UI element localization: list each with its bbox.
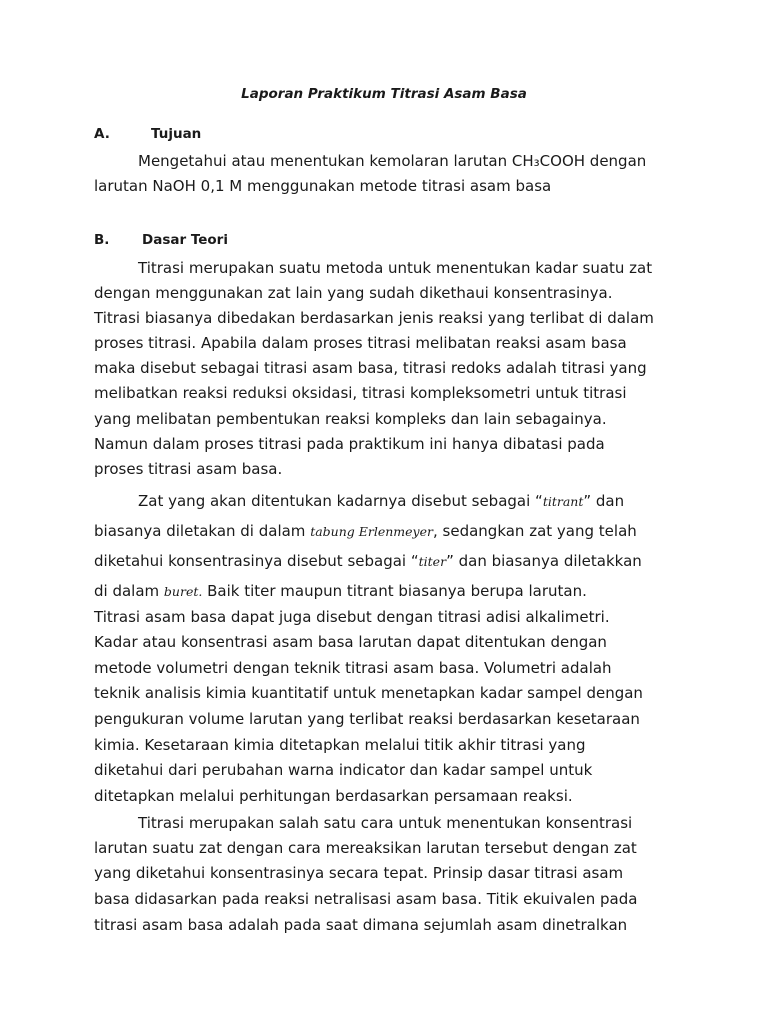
text-span: Zat yang akan ditentukan kadarnya disebut sebagai “	[138, 492, 543, 510]
text-line: ditetapkan melalui perhitungan berdasarkan persamaan reaksi.	[94, 787, 573, 805]
term-buret: buret.	[163, 584, 203, 599]
text-line: maka disebut sebagai titrasi asam basa, titrasi redoks adalah titrasi yang	[94, 359, 647, 377]
text-line: Kadar atau konsentrasi asam basa larutan dapat ditentukan dengan	[94, 633, 607, 651]
text-line: Namun dalam proses titrasi pada praktikum ini hanya dibatasi pada	[94, 435, 605, 453]
text-line: teknik analisis kimia kuantitatif untuk menetapkan kadar sampel dengan	[94, 684, 643, 702]
term-erlenmeyer: tabung Erlenmeyer	[310, 524, 433, 539]
section-b-heading: Dasar Teori	[142, 232, 228, 248]
text-line	[94, 521, 684, 542]
text-line: kimia. Kesetaraan kimia ditetapkan melalui titik akhir titrasi yang	[94, 736, 586, 754]
text-line: titrasi asam basa adalah pada saat dimana sejumlah asam dinetralkan	[94, 916, 628, 934]
text-line: larutan NaOH 0,1 M menggunakan metode titrasi asam basa	[94, 177, 552, 195]
text-span: biasanya diletakan di dalam	[94, 522, 311, 540]
document-title: Laporan Praktikum Titrasi Asam Basa	[241, 86, 527, 102]
section-b-letter: B.	[94, 232, 110, 248]
text-line: proses titrasi asam basa.	[94, 460, 283, 478]
term-titrant: titrant	[542, 494, 584, 509]
text-line: Titrasi biasanya dibedakan berdasarkan jenis reaksi yang terlibat di dalam	[94, 309, 654, 327]
text-span: , sedangkan zat yang telah	[433, 522, 637, 540]
section-a-letter: A.	[94, 126, 110, 142]
text-span: diketahui konsentrasinya disebut sebagai “	[94, 552, 419, 570]
text-line	[94, 551, 684, 572]
section-a-heading: Tujuan	[151, 126, 202, 142]
text-line: basa didasarkan pada reaksi netralisasi asam basa. Titik ekuivalen pada	[94, 890, 638, 908]
text-span: di dalam	[94, 582, 164, 600]
text-line: diketahui dari perubahan warna indicator dan kadar sampel untuk	[94, 761, 593, 779]
text-line: yang diketahui konsentrasinya secara tepat. Prinsip dasar titrasi asam	[94, 864, 624, 882]
text-line: pengukuran volume larutan yang terlibat reaksi berdasarkan kesetaraan	[94, 710, 640, 728]
text-span: ” dan biasanya diletakkan	[446, 552, 642, 570]
text-line: Titrasi merupakan suatu metoda untuk menentukan kadar suatu zat	[138, 259, 653, 277]
text-line: Titrasi merupakan salah satu cara untuk menentukan konsentrasi	[138, 814, 633, 832]
text-line: melibatkan reaksi reduksi oksidasi, titrasi kompleksometri untuk titrasi	[94, 384, 627, 402]
text-line: yang melibatan pembentukan reaksi kompleks dan lain sebagainya.	[94, 410, 607, 428]
text-span: ” dan	[583, 492, 625, 510]
text-line: Mengetahui atau menentukan kemolaran larutan CH₃COOH dengan	[138, 152, 647, 170]
text-line	[94, 581, 684, 602]
text-line	[138, 491, 728, 512]
text-line: dengan menggunakan zat lain yang sudah dikethaui konsentrasinya.	[94, 284, 613, 302]
term-titer: titer	[418, 554, 447, 569]
text-line: Titrasi asam basa dapat juga disebut dengan titrasi adisi alkalimetri.	[94, 608, 610, 626]
text-line: proses titrasi. Apabila dalam proses titrasi melibatan reaksi asam basa	[94, 334, 627, 352]
text-line: metode volumetri dengan teknik titrasi asam basa. Volumetri adalah	[94, 659, 612, 677]
text-span: Baik titer maupun titrant biasanya berupa larutan.	[202, 582, 587, 600]
text-line: larutan suatu zat dengan cara mereaksikan larutan tersebut dengan zat	[94, 839, 637, 857]
